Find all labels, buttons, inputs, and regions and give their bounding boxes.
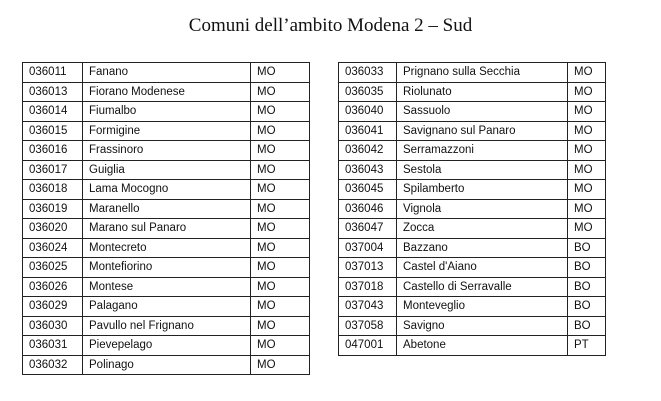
province-code: MO	[251, 258, 310, 278]
comuni-table-left	[22, 62, 310, 375]
comune-code: 036043	[339, 160, 397, 180]
table-row	[23, 199, 310, 219]
table-row	[23, 160, 310, 180]
comune-code: 036011	[23, 63, 83, 83]
comune-code: 036042	[339, 141, 397, 161]
province-code: MO	[251, 238, 310, 258]
comune-code: 036016	[23, 141, 83, 161]
comune-name: Pavullo nel Frignano	[83, 316, 251, 336]
table-row	[23, 180, 310, 200]
table-row	[339, 160, 606, 180]
table-row	[23, 121, 310, 141]
comune-name: Montefiorino	[83, 258, 251, 278]
comune-name: Fanano	[83, 63, 251, 83]
province-code: MO	[251, 277, 310, 297]
province-code: MO	[568, 180, 606, 200]
comuni-table-left-body	[23, 63, 310, 375]
comune-name: Savignano sul Panaro	[397, 121, 568, 141]
comune-name: Sestola	[397, 160, 568, 180]
comune-name: Zocca	[397, 219, 568, 239]
province-code: MO	[251, 141, 310, 161]
province-code: PT	[568, 336, 606, 356]
comune-name: Guiglia	[83, 160, 251, 180]
province-code: MO	[251, 160, 310, 180]
province-code: MO	[251, 336, 310, 356]
comune-name: Polinago	[83, 355, 251, 375]
province-code: MO	[251, 199, 310, 219]
table-row	[23, 336, 310, 356]
comune-code: 037004	[339, 238, 397, 258]
table-row	[339, 82, 606, 102]
comune-name: Abetone	[397, 336, 568, 356]
table-row	[339, 199, 606, 219]
comune-code: 036014	[23, 102, 83, 122]
province-code: MO	[251, 102, 310, 122]
comune-name: Lama Mocogno	[83, 180, 251, 200]
comune-name: Vignola	[397, 199, 568, 219]
table-row	[339, 277, 606, 297]
table-row	[339, 316, 606, 336]
table-row	[23, 277, 310, 297]
comune-name: Spilamberto	[397, 180, 568, 200]
comune-code: 036024	[23, 238, 83, 258]
comune-code: 036029	[23, 297, 83, 317]
province-code: MO	[568, 199, 606, 219]
comune-name: Monteveglio	[397, 297, 568, 317]
comune-name: Castel d'Aiano	[397, 258, 568, 278]
comune-code: 036046	[339, 199, 397, 219]
comune-code: 047001	[339, 336, 397, 356]
comune-code: 036047	[339, 219, 397, 239]
comune-code: 036019	[23, 199, 83, 219]
province-code: BO	[568, 258, 606, 278]
province-code: MO	[251, 121, 310, 141]
comune-code: 036017	[23, 160, 83, 180]
comune-name: Fiorano Modenese	[83, 82, 251, 102]
table-row	[23, 316, 310, 336]
page-title: Comuni dell’ambito Modena 2 – Sud	[188, 15, 473, 36]
comune-name: Fiumalbo	[83, 102, 251, 122]
comune-name: Castello di Serravalle	[397, 277, 568, 297]
comune-code: 037018	[339, 277, 397, 297]
province-code: MO	[568, 63, 606, 83]
table-row	[23, 63, 310, 83]
table-row	[23, 258, 310, 278]
comune-code: 037058	[339, 316, 397, 336]
comune-name: Marano sul Panaro	[83, 219, 251, 239]
comune-code: 036041	[339, 121, 397, 141]
province-code: BO	[568, 316, 606, 336]
comune-code: 036020	[23, 219, 83, 239]
table-row	[339, 180, 606, 200]
province-code: MO	[251, 82, 310, 102]
table-row	[339, 258, 606, 278]
province-code: BO	[568, 277, 606, 297]
province-code: MO	[568, 102, 606, 122]
comune-name: Pievepelago	[83, 336, 251, 356]
comune-name: Savigno	[397, 316, 568, 336]
province-code: MO	[568, 219, 606, 239]
comune-name: Riolunato	[397, 82, 568, 102]
comune-code: 037043	[339, 297, 397, 317]
province-code: MO	[251, 297, 310, 317]
comune-name: Formigine	[83, 121, 251, 141]
table-row	[23, 82, 310, 102]
table-row	[339, 102, 606, 122]
comune-code: 036025	[23, 258, 83, 278]
province-code: MO	[568, 121, 606, 141]
comune-code: 036032	[23, 355, 83, 375]
table-row	[23, 102, 310, 122]
table-row	[23, 219, 310, 239]
province-code: MO	[251, 63, 310, 83]
province-code: MO	[568, 82, 606, 102]
comune-code: 036030	[23, 316, 83, 336]
table-row	[339, 121, 606, 141]
comune-name: Frassinoro	[83, 141, 251, 161]
comune-code: 036033	[339, 63, 397, 83]
comune-code: 036045	[339, 180, 397, 200]
comune-code: 037013	[339, 258, 397, 278]
comune-name: Serramazzoni	[397, 141, 568, 161]
province-code: MO	[568, 160, 606, 180]
province-code: MO	[251, 180, 310, 200]
comune-name: Palagano	[83, 297, 251, 317]
comune-code: 036040	[339, 102, 397, 122]
comune-name: Sassuolo	[397, 102, 568, 122]
table-row	[23, 355, 310, 375]
comune-name: Maranello	[83, 199, 251, 219]
province-code: MO	[251, 355, 310, 375]
table-row	[339, 238, 606, 258]
table-row	[23, 297, 310, 317]
comuni-table-right	[338, 62, 606, 356]
comune-name: Bazzano	[397, 238, 568, 258]
table-row	[339, 141, 606, 161]
table-row	[23, 141, 310, 161]
province-code: MO	[568, 141, 606, 161]
province-code: MO	[251, 316, 310, 336]
table-row	[23, 238, 310, 258]
comune-code: 036031	[23, 336, 83, 356]
table-row	[339, 219, 606, 239]
comune-code: 036026	[23, 277, 83, 297]
table-row	[339, 297, 606, 317]
table-row	[339, 63, 606, 83]
province-code: BO	[568, 238, 606, 258]
comune-code: 036035	[339, 82, 397, 102]
province-code: BO	[568, 297, 606, 317]
comuni-table-right-body	[339, 63, 606, 356]
comune-name: Montese	[83, 277, 251, 297]
comune-code: 036013	[23, 82, 83, 102]
province-code: MO	[251, 219, 310, 239]
comune-name: Montecreto	[83, 238, 251, 258]
comune-code: 036018	[23, 180, 83, 200]
comune-name: Prignano sulla Secchia	[397, 63, 568, 83]
table-row	[339, 336, 606, 356]
comune-code: 036015	[23, 121, 83, 141]
